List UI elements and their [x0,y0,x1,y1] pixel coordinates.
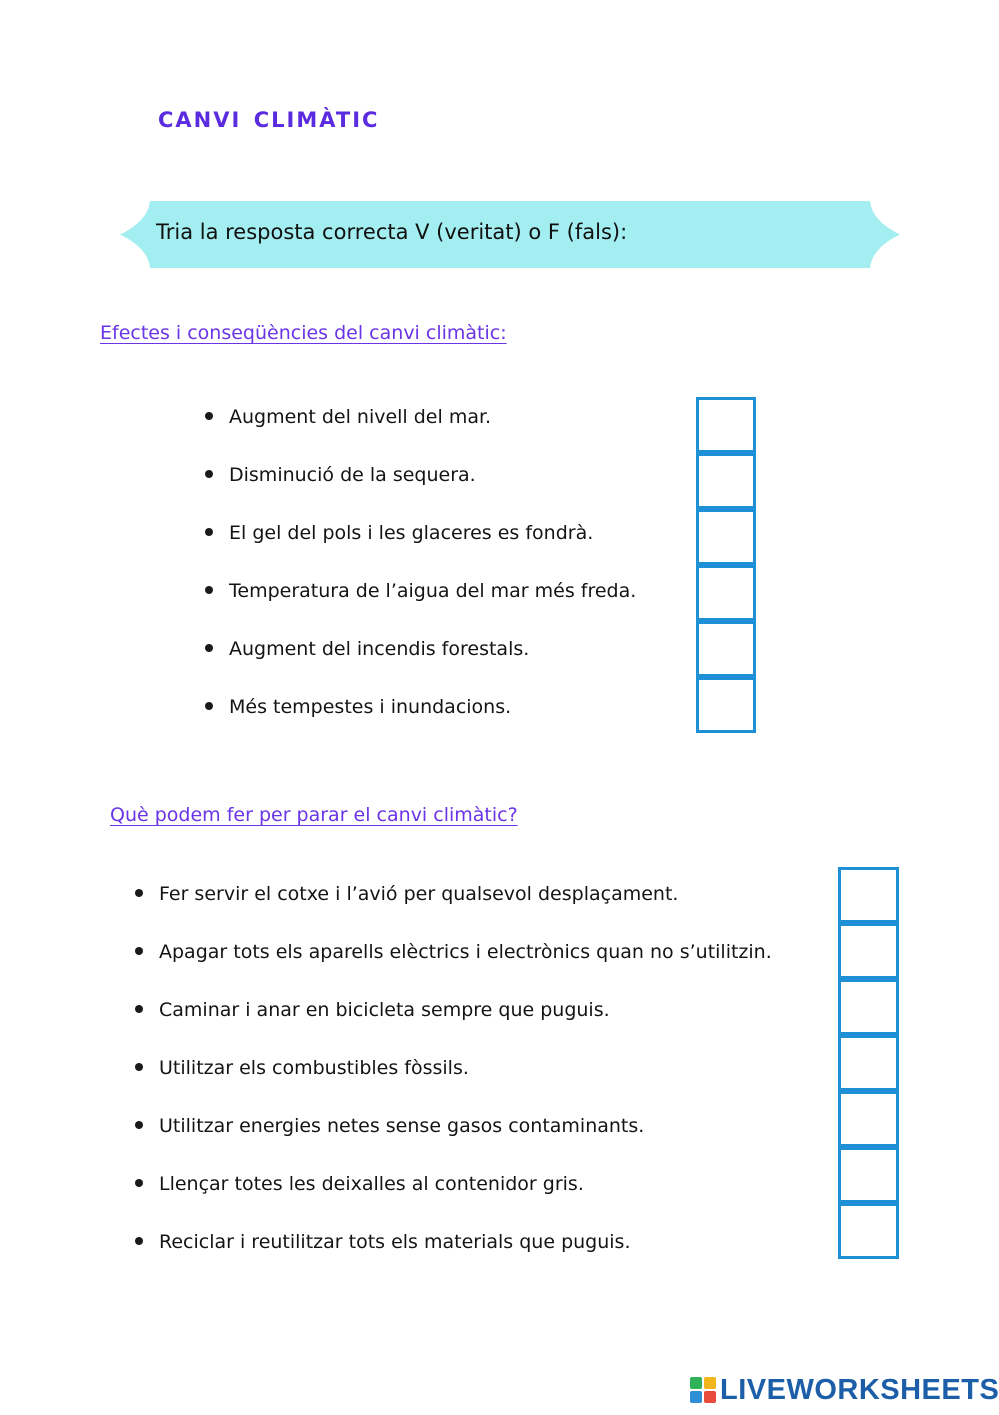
list-item [205,464,476,486]
bullet-icon [205,528,213,536]
answer-box[interactable] [696,397,756,453]
bullet-icon [205,702,213,710]
item-text: Disminució de la sequera. [229,464,476,486]
bullet-icon [205,644,213,652]
answer-box[interactable] [696,453,756,509]
bullet-icon [135,889,143,897]
instruction-banner [120,201,900,268]
list-item [205,522,593,544]
answer-box[interactable] [696,621,756,677]
list-item [205,638,529,660]
liveworksheets-logo-icon [690,1377,716,1403]
list-item [135,1057,469,1079]
bullet-icon [135,1179,143,1187]
liveworksheets-logo [690,1373,999,1407]
item-text: Llençar totes les deixalles al contenidor gris. [159,1173,584,1195]
answer-box[interactable] [838,979,899,1035]
answer-box[interactable] [838,1091,899,1147]
answer-box[interactable] [838,867,899,923]
answer-box[interactable] [838,1035,899,1091]
list-item [135,1115,644,1137]
answer-box[interactable] [696,509,756,565]
list-item [205,580,636,602]
bullet-icon [205,470,213,478]
list-item [135,1231,631,1253]
item-text: El gel del pols i les glaceres es fondrà. [229,522,594,544]
item-text: Utilitzar els combustibles fòssils. [159,1057,469,1079]
list-item [135,999,610,1021]
bullet-icon [135,1121,143,1129]
answer-box[interactable] [838,923,899,979]
item-text: Caminar i anar en bicicleta sempre que puguis. [159,999,610,1021]
bullet-icon [205,586,213,594]
list-item [205,406,491,428]
answer-box[interactable] [838,1147,899,1203]
list-item [135,883,678,905]
bullet-icon [135,1063,143,1071]
item-text: Reciclar i reutilitzar tots els materials que puguis. [159,1231,631,1253]
bullet-icon [135,947,143,955]
answer-box[interactable] [696,677,756,733]
bullet-icon [205,412,213,420]
item-text: Temperatura de l’aigua del mar més freda. [229,580,637,602]
list-item [205,696,511,718]
logo-text: LIVEWORKSHEETS [720,1373,999,1406]
item-text: Augment del incendis forestals. [229,638,530,660]
item-text: Utilitzar energies netes sense gasos contaminants. [159,1115,645,1137]
answer-box[interactable] [696,565,756,621]
item-text: Fer servir el cotxe i l’avió per qualsevol desplaçament. [159,883,679,905]
bullet-icon [135,1237,143,1245]
bullet-icon [135,1005,143,1013]
list-item [135,941,772,963]
item-text: Apagar tots els aparells elèctrics i electrònics quan no s’utilitzin. [159,941,772,963]
item-text: Més tempestes i inundacions. [229,696,512,718]
list-item [135,1173,584,1195]
item-text: Augment del nivell del mar. [229,406,492,428]
instruction-text: Tria la resposta correcta V (veritat) o F (fals): [156,220,628,244]
answer-box[interactable] [838,1203,899,1259]
section-heading-actions: Què podem fer per parar el canvi climàtic? [110,804,518,826]
section-heading-effects: Efectes i conseqüències del canvi climàtic: [100,322,507,344]
worksheet-title: canvi climàtic [158,100,380,135]
